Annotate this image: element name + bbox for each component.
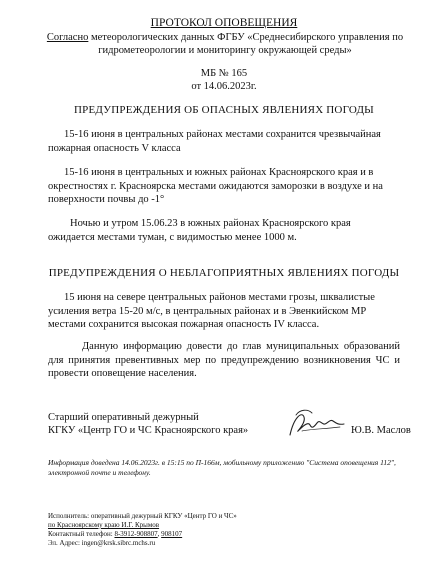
delivery-info-note: Информация доведена 14.06.2023г. в 15:15 по П-166м, мобильному приложению "Система оповещения 112", электронной почте и телефону. [48,458,396,477]
instruction-paragraph-text: Данную информацию довести до глав муниципальных образований для принятия превентивных мер по предупреждению возникновения ЧС и провести оповещение населения. [48,341,400,379]
document-number: МБ № 165 [200,68,248,79]
document-title [0,16,448,30]
dangerous-paragraph-3 [48,217,400,244]
instruction-paragraph [48,340,400,381]
adverse-paragraph-1 [48,291,400,332]
executor-line2: по Красноярскому краю И.Г. Крымов [48,521,160,529]
executor-phone-label: Контактный телефон: [48,530,115,538]
dangerous-paragraph-1-text: 15-16 июня в центральных районах местами сохранится чрезвычайная пожарная опасность V класса [48,129,381,154]
dangerous-paragraph-1 [48,128,400,155]
document-number-block [0,67,448,93]
document-title-text: ПРОТОКОЛ ОПОВЕЩЕНИЯ [150,17,298,29]
executor-email: Эл. Адрес: ingen@krsk.sibrc.mchs.ru [48,539,156,547]
dangerous-paragraph-2 [48,166,400,207]
handwritten-signature [284,407,346,441]
adverse-weather-heading: ПРЕДУПРЕЖДЕНИЯ О НЕБЛАГОПРИЯТНЫХ ЯВЛЕНИЯХ ПОГОДЫ [48,267,400,279]
adverse-paragraph-1-text: 15 июня на севере центральных районов местами грозы, шквалистые усиления ветра 15-20 м/с, в центральных районах и в Эвенкийском МР местами сохранится высокая пожарная опасность IV класса. [48,292,375,330]
executor-block [48,512,348,548]
source-statement [40,31,410,57]
executor-line1: Исполнитель: оперативный дежурный КГКУ «Центр ГО и ЧС» [48,512,237,520]
executor-phone-2[interactable]: 908107 [161,530,183,538]
dangerous-paragraph-2-text: 15-16 июня в центральных и южных районах Красноярского края и в окрестностях г. Красноярска местами ожидаются заморозки в воздухе и на поверхности почвы до -1° [48,167,383,205]
signatory-position-line2: КГКУ «Центр ГО и ЧС Красноярского края» [48,425,249,436]
executor-phone-line [48,530,348,539]
source-line1: метеорологических данных ФГБУ «Среднесибирского управления по [88,32,404,43]
signatory-position-line1: Старший оперативный дежурный [48,412,199,423]
dangerous-weather-heading: ПРЕДУПРЕЖДЕНИЯ ОБ ОПАСНЫХ ЯВЛЕНИЯХ ПОГОДЫ [74,104,374,116]
executor-phone-separator: , [157,530,162,538]
executor-phone-1[interactable]: 8-3912-908807 [114,530,158,538]
dangerous-paragraph-3-text: Ночью и утром 15.06.23 в южных районах Красноярского края ожидается местами туман, с видимостью менее 1000 м. [48,218,351,243]
signatory-name: Ю.В. Маслов [351,425,411,436]
source-prefix: Согласно [46,32,89,43]
source-line2: гидрометеорологии и мониторингу окружающей среды» [98,45,352,56]
document-date: от 14.06.2023г. [191,81,257,92]
